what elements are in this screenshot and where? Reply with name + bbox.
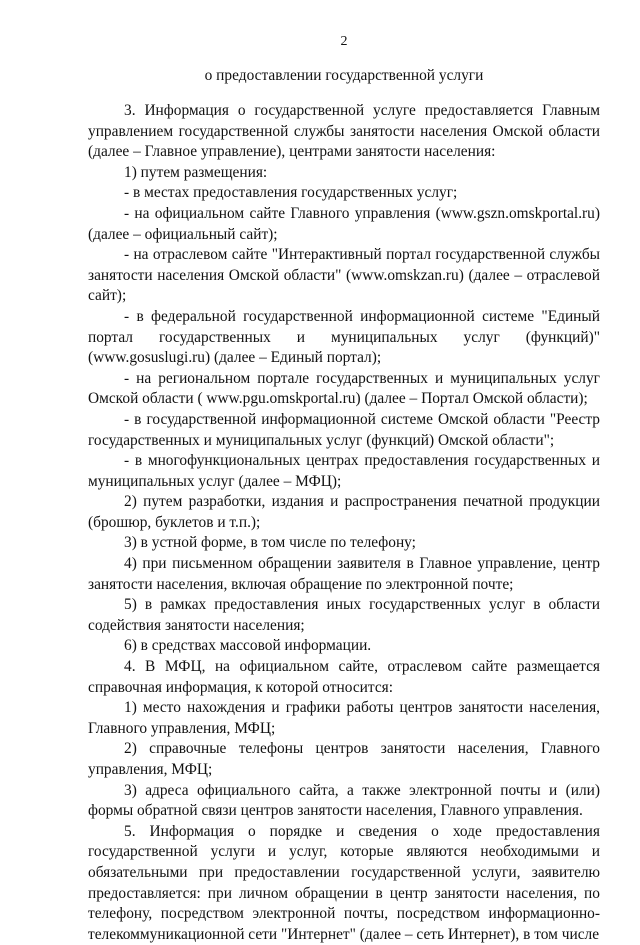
- paragraph: 5) в рамках предоставления иных государственных услуг в области содействия занятости населения;: [88, 596, 600, 634]
- paragraph: - на отраслевом сайте "Интерактивный портал государственной службы занятости населения Омской области" (www.omskzan.ru) (далее – отраслевой сайт);: [88, 246, 600, 305]
- paragraph: - в многофункциональных центрах предоставления государственных и муниципальных услуг (далее – МФЦ);: [88, 452, 600, 490]
- paragraph: 4. В МФЦ, на официальном сайте, отраслевом сайте размещается справочная информация, к которой относится:: [88, 658, 600, 696]
- document-header: о предоставлении государственной услуги: [204, 67, 484, 84]
- paragraph: 2) справочные телефоны центров занятости населения, Главного управления, МФЦ;: [88, 740, 600, 778]
- paragraph: - в местах предоставления государственных услуг;: [124, 184, 458, 202]
- paragraph: 3) в устной форме, в том числе по телефону;: [124, 534, 416, 552]
- paragraph: 6) в средствах массовой информации.: [124, 637, 372, 655]
- document-body: [88, 101, 600, 945]
- page-number: 2: [340, 34, 348, 49]
- paragraph: 3. Информация о государственной услуге предоставляется Главным управлением государственной службы занятости населения Омской области (далее – Главное управление), центрами занятости населения:: [88, 102, 600, 161]
- paragraph: 1) путем размещения:: [124, 163, 268, 181]
- paragraph: - на официальном сайте Главного управления (www.gszn.omskportal.ru) (далее – официальный сайт);: [88, 204, 600, 243]
- paragraph: 1) место нахождения и графики работы центров занятости населения, Главного управления, МФЦ;: [88, 699, 600, 737]
- paragraph: 4) при письменном обращении заявителя в Главное управление, центр занятости населения, включая обращение по электронной почте;: [88, 555, 600, 593]
- paragraph: - в федеральной государственной информационной системе "Единый портал государственных и муниципальных услуг (функций)" (www.gosuslugi.ru) (далее – Единый портал);: [88, 307, 600, 367]
- paragraph: 2) путем разработки, издания и распространения печатной продукции (брошюр, буклетов и т.п.);: [88, 493, 600, 531]
- paragraph: - на региональном портале государственных и муниципальных услуг Омской области ( www.pgu.omskportal.ru) (далее – Портал Омской области);: [88, 369, 600, 408]
- paragraph: - в государственной информационной системе Омской области "Реестр государственных и муниципальных услуг (функций) Омской области";: [88, 410, 600, 449]
- paragraph: 3) адреса официального сайта, а также электронной почты и (или) формы обратной связи центров занятости населения, Главного управления.: [88, 781, 600, 820]
- paragraph: 5. Информация о порядке и сведения о ходе предоставления государственной услуги и услуг, которые являются необходимыми и обязательными при предоставлении государственной услуги, заявителю предоставляется: при личном обращении в центр занятости населения, по телефону, посредством электронной почты, посредством информационно-телекоммуникационной сети "Интернет" (далее – сеть Интернет), в том числе: [88, 822, 600, 943]
